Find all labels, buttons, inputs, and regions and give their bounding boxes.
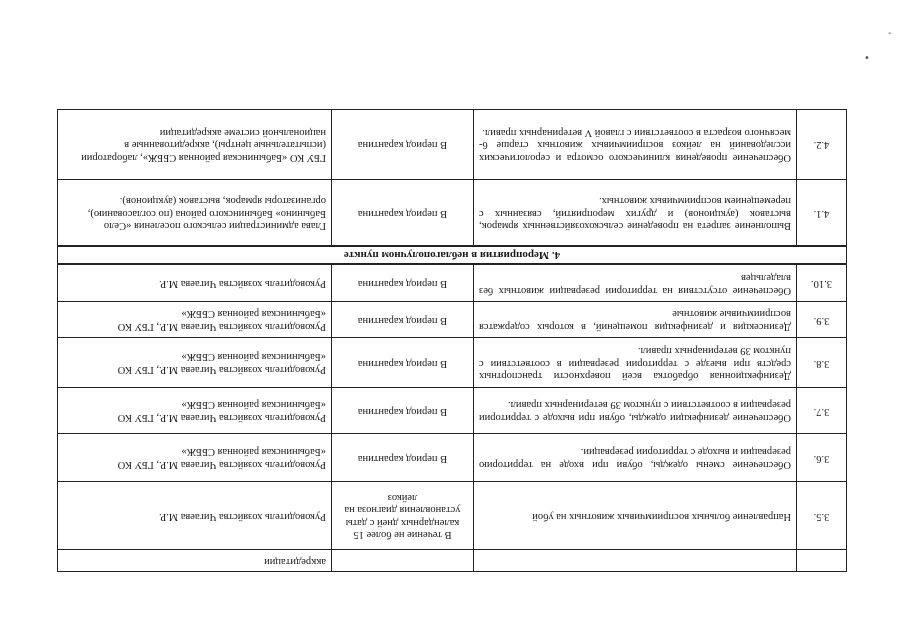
- measure-description: Выполнение запрета на проведение сельскохозяйственных ярмарок, выставок (аукционов) и других мероприятий, связанных с перемещением восприимчивых животных.: [474, 179, 797, 246]
- measure-responsible: Руководитель хозяйства Чигаева М.Р.: [58, 482, 332, 550]
- measure-description: Обеспечение проведения клинического осмотра и серологических исследований на лейкоз восприимчивых животных старше 6-месячного возраста в соответствии с главой V ветеринарных правил.: [474, 109, 797, 179]
- row-number: 3.8.: [797, 338, 847, 388]
- table-row: [58, 179, 847, 246]
- measure-period: [332, 550, 474, 572]
- measure-period: В течение не более 15 календарных дней с даты установления диагноза на лейкоз: [332, 482, 474, 550]
- row-number: 4.2.: [797, 109, 847, 179]
- measure-period: В период карантина: [332, 179, 474, 246]
- measures-table: [57, 109, 847, 572]
- measure-period: В период карантина: [332, 265, 474, 302]
- table-row: [58, 434, 847, 482]
- measure-responsible: Руководитель хозяйства Чигаева М.Р., ГБУ КО «Бабынинская районная СББЖ»: [58, 388, 332, 434]
- measure-description: Обеспечение смены одежды, обуви при входе на территорию резервации и выходе с территории резервации.: [474, 434, 797, 482]
- row-number: 3.6.: [797, 434, 847, 482]
- measure-description: [474, 550, 797, 572]
- section-header-row: [58, 246, 847, 264]
- row-number: 4.1.: [797, 179, 847, 246]
- measure-responsible: аккредитации: [58, 550, 332, 572]
- measure-responsible: Руководитель хозяйства Чигаева М.Р., ГБУ КО «Бабынинская районная СББЖ»: [58, 302, 332, 338]
- measure-responsible: ГБУ КО «Бабынинская районная СББЖ», лаборатории (испытательные центры), аккредитованные в национальной системе аккредитации: [58, 109, 332, 179]
- table-row: [58, 388, 847, 434]
- measure-period: В период карантина: [332, 302, 474, 338]
- measure-description: Направление больных восприимчивых животных на убой: [474, 482, 797, 550]
- scan-mark: •: [864, 53, 870, 64]
- table-row: [58, 302, 847, 338]
- table-row: [58, 338, 847, 388]
- measure-responsible: Руководитель хозяйства Чигаева М.Р.: [58, 265, 332, 302]
- table-row: [58, 109, 847, 179]
- measure-description: Дезинфекционная обработка всей поверхности транспортных средств при выезде с территории резервации в соответствии с пунктом 39 ветеринарных правил.: [474, 338, 797, 388]
- measure-responsible: Руководитель хозяйства Чигаева М.Р., ГБУ КО «Бабынинская районная СББЖ»: [58, 434, 332, 482]
- measure-period: В период карантина: [332, 388, 474, 434]
- measure-description: Обеспечение дезинфекции одежды, обуви при выходе с территории резервации в соответствии с пунктом 39 ветеринарных правил.: [474, 388, 797, 434]
- row-number: 3.10.: [797, 265, 847, 302]
- measure-responsible: Руководитель хозяйства Чигаева М.Р., ГБУ КО «Бабынинская районная СББЖ»: [58, 338, 332, 388]
- table-row: [58, 482, 847, 550]
- row-number: 3.9.: [797, 302, 847, 338]
- scan-mark: -: [888, 28, 892, 39]
- row-number: 3.5.: [797, 482, 847, 550]
- measure-period: В период карантина: [332, 109, 474, 179]
- measure-responsible: Глава администрации сельского поселения «Село Бабынино» Бабынинского района (по согласованию), организаторы ярмарок, выставок (аукционов).: [58, 179, 332, 246]
- table-row: [58, 550, 847, 572]
- measure-description: Дезинсекция и дезинфекция помещений, в которых содержатся восприимчивые животные: [474, 302, 797, 338]
- row-number: [797, 550, 847, 572]
- section-title: 4. Мероприятия в неблагополучном пункте: [58, 246, 847, 264]
- table-row: [58, 265, 847, 302]
- measure-period: В период карантина: [332, 338, 474, 388]
- row-number: 3.7.: [797, 388, 847, 434]
- measure-period: В период карантина: [332, 434, 474, 482]
- measure-description: Обеспечение отсутствия на территории резервации животных без владельцев: [474, 265, 797, 302]
